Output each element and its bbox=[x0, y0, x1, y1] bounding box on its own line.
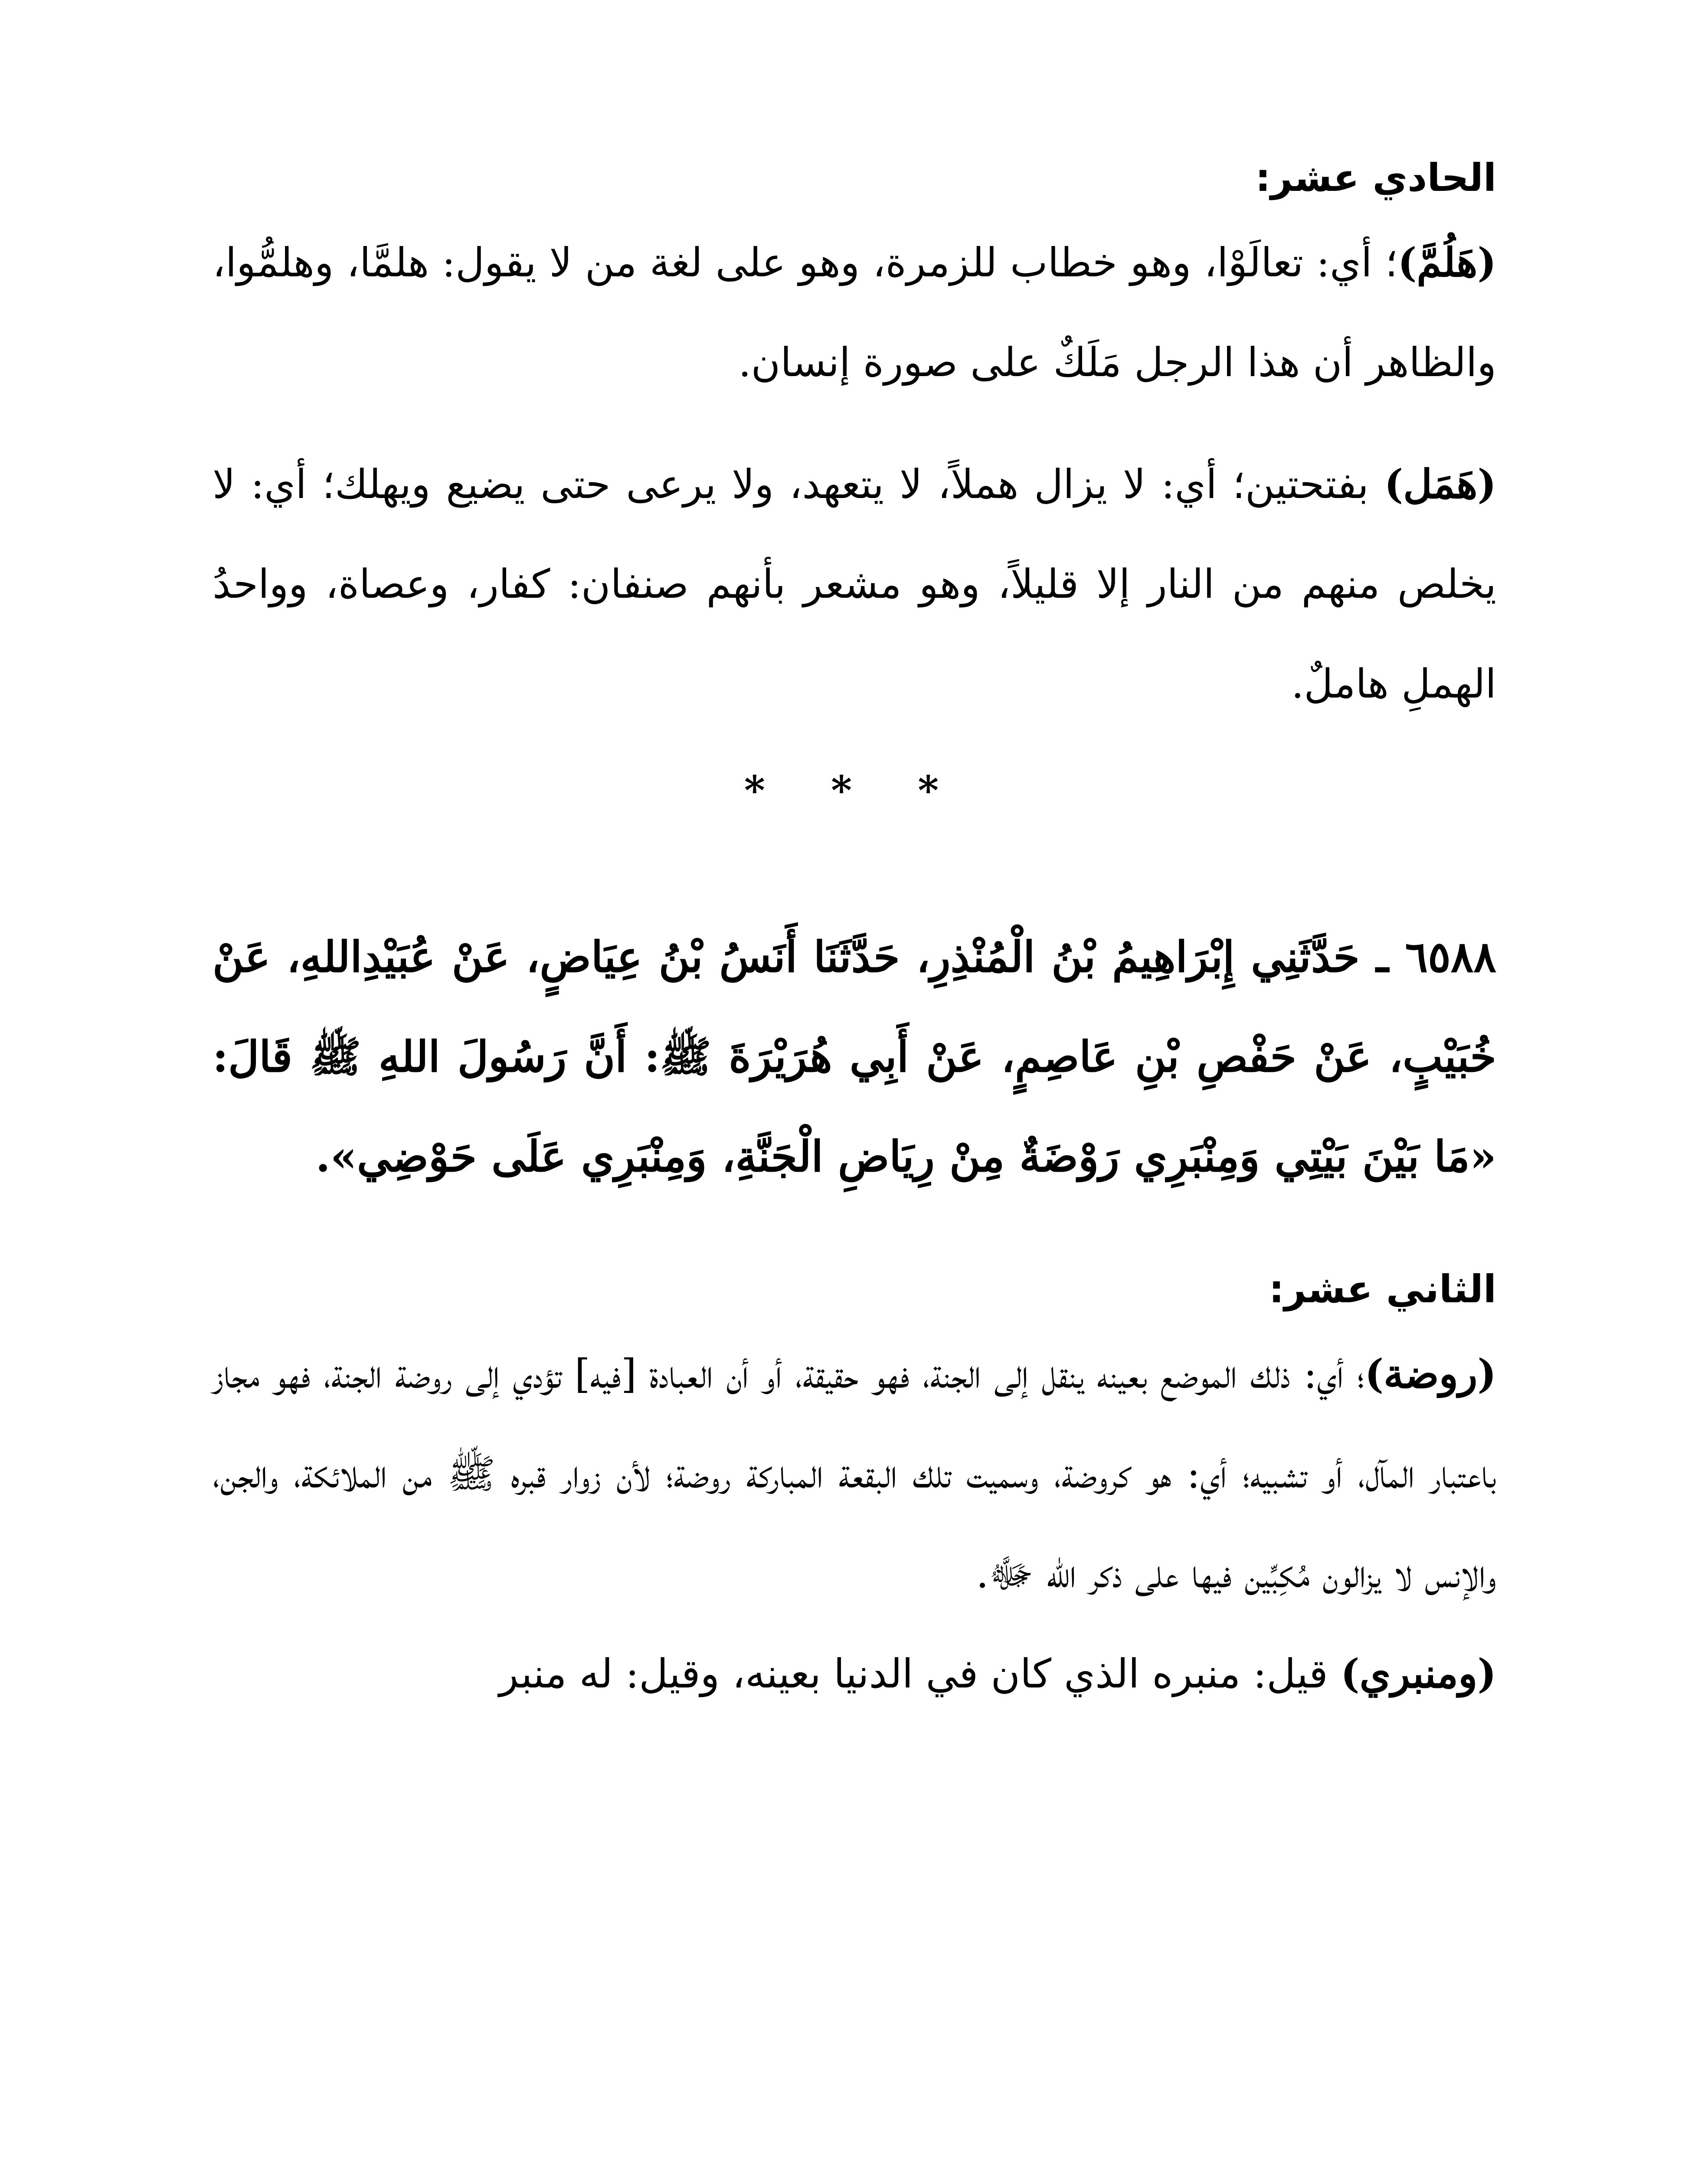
paragraph-hamal bbox=[213, 434, 1496, 734]
section-heading-12: الثاني عشر: bbox=[1269, 1267, 1496, 1311]
term-minbari: (ومنبري) bbox=[1340, 1650, 1496, 1697]
section-separator: * * * bbox=[744, 767, 965, 814]
term-hamal: (هَمَل) bbox=[1384, 461, 1496, 508]
hadith-text: ٦٥٨٨ ـ حَدَّثَنِي إِبْرَاهِيمُ بْنُ الْمُنْذِرِ، حَدَّثَنَا أَنَسُ بْنُ عِيَاضٍ، عَنْ عُبَيْدِاللهِ، عَنْ خُبَيْبٍ، عَنْ حَفْصِ بْنِ عَاصِمٍ، عَنْ أَبِي هُرَيْرَةَ ﷺ: أَنَّ رَسُولَ اللهِ ﷺ قَالَ: «مَا بَيْنَ بَيْتِي وَمِنْبَرِي رَوْضَةٌ مِنْ رِيَاضِ الْجَنَّةِ، وَمِنْبَرِي عَلَى حَوْضِي». bbox=[213, 932, 1496, 1182]
paragraph-minbari-text: قيل: منبره الذي كان في الدنيا بعينه، وقيل: له منبر bbox=[499, 1651, 1341, 1697]
paragraph-rawda-text: ؛ أي: ذلك الموضع بعينه ينقل إلى الجنة، فهو حقيقة، أو أن العبادة [فيه] تؤدي إلى روضة الجنة، فهو مجاز باعتبار المآل، أو تشبيه؛ أي: هو كروضة، وسميت تلك البقعة المباركة روضة؛ لأن زوار قبره ﷺ من الملائكة، والجن، والإنس لا يزالون مُكِبِّين فيها على ذكر الله ﷻ. bbox=[213, 1351, 1496, 1597]
spacer bbox=[213, 1207, 1496, 1259]
paragraph-rawda bbox=[213, 1324, 1496, 1624]
page-content bbox=[213, 147, 1496, 1724]
paragraph-halumma bbox=[213, 213, 1496, 413]
section-heading-11: الحادي عشر: bbox=[1255, 155, 1496, 200]
paragraph-minbari bbox=[213, 1624, 1496, 1724]
paragraph-hamal-text: بفتحتين؛ أي: لا يزال هملاً، لا يتعهد، ولا يرعى حتى يضيع ويهلك؛ أي: لا يخلص منهم من النار إلا قليلاً، وهو مشعر بأنهم صنفان: كفار، وعصاة، وواحدُ الهملِ هاملٌ. bbox=[213, 461, 1496, 707]
paragraph-halumma-text: ؛ أي: تعالَوْا، وهو خطاب للزمرة، وهو على لغة من لا يقول: هلمَّا، وهلمُّوا، والظاهر أن هذا الرجل مَلَكٌ على صورة إنسان. bbox=[213, 239, 1496, 386]
term-rawda: (روضة) bbox=[1364, 1350, 1496, 1397]
term-halumma: (هَلُمَّ) bbox=[1397, 239, 1496, 286]
